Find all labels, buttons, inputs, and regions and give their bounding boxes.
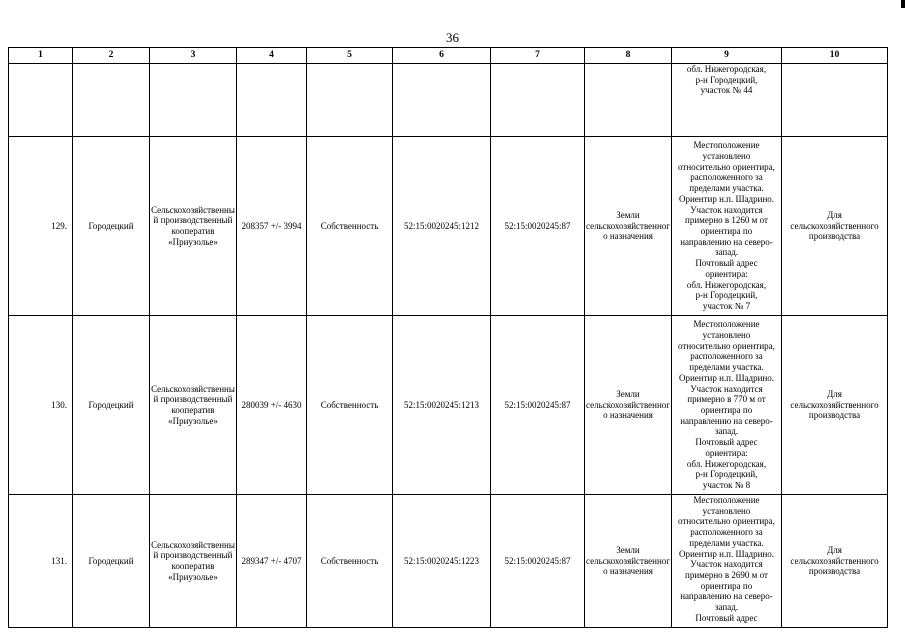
col-header-1: 1 <box>9 48 73 64</box>
col-header-2: 2 <box>73 48 150 64</box>
cell-category: Земли сельскохозяйственного назначения <box>585 316 672 495</box>
land-plots-table <box>8 47 888 628</box>
page-number: 36 <box>446 30 459 45</box>
col-header-3: 3 <box>150 48 237 64</box>
cell-area: 280039 +/- 4630 <box>237 316 307 495</box>
table-row <box>9 495 888 628</box>
cell-right: Собственность <box>307 316 393 495</box>
table-row <box>9 137 888 316</box>
table-row-continued <box>9 64 888 137</box>
cell-usage: Для сельскохозяйственного производства <box>782 495 888 628</box>
cell-owner: Сельскохозяйственный производственный кооператив «Приузолье» <box>150 316 237 495</box>
cell-cadastral-number: 52:15:0020245:1213 <box>393 316 491 495</box>
cell-parent-cadastral-number: 52:15:0020245:87 <box>491 137 585 316</box>
cell-right: Собственность <box>307 137 393 316</box>
cell-number: 129. <box>9 137 73 316</box>
cell-location: Местоположение установлено относительно ориентира, расположенного за пределами участка. Ориентир н.п. Шадрино. Участок находится примерно в 770 м от ориентира по направлению на северо- запад. Почтовый адрес ориентира: обл. Нижегородская, р-н Городецкий, участок № 8 <box>672 316 782 495</box>
col-header-8: 8 <box>585 48 672 64</box>
cell-location: обл. Нижегородская, р-н Городецкий, участок № 44 <box>672 64 782 137</box>
table-row <box>9 316 888 495</box>
cell-category: Земли сельскохозяйственного назначения <box>585 137 672 316</box>
cell-area: 289347 +/- 4707 <box>237 495 307 628</box>
cell-district: Городецкий <box>73 316 150 495</box>
cell-parent-cadastral-number: 52:15:0020245:87 <box>491 316 585 495</box>
cell-usage: Для сельскохозяйственного производства <box>782 316 888 495</box>
col-header-5: 5 <box>307 48 393 64</box>
col-header-9: 9 <box>672 48 782 64</box>
cell-parent-cadastral-number: 52:15:0020245:87 <box>491 495 585 628</box>
col-header-4: 4 <box>237 48 307 64</box>
cell-category: Земли сельскохозяйственного назначения <box>585 495 672 628</box>
cell-usage: Для сельскохозяйственного производства <box>782 137 888 316</box>
col-header-6: 6 <box>393 48 491 64</box>
cell-cadastral-number: 52:15:0020245:1223 <box>393 495 491 628</box>
cell-location: Местоположение установлено относительно ориентира, расположенного за пределами участка. Ориентир н.п. Шадрино. Участок находится примерно в 2690 м от ориентира по направлению на северо- запад. Почтовый адрес <box>672 495 782 628</box>
col-header-10: 10 <box>782 48 888 64</box>
cell-number: 131. <box>9 495 73 628</box>
cell-number: 130. <box>9 316 73 495</box>
cell-right: Собственность <box>307 495 393 628</box>
cell-owner: Сельскохозяйственный производственный кооператив «Приузолье» <box>150 137 237 316</box>
col-header-7: 7 <box>491 48 585 64</box>
cell-district: Городецкий <box>73 137 150 316</box>
corner-mark <box>901 0 905 8</box>
cell-owner: Сельскохозяйственный производственный кооператив «Приузолье» <box>150 495 237 628</box>
cell-area: 208357 +/- 3994 <box>237 137 307 316</box>
cell-location: Местоположение установлено относительно ориентира, расположенного за пределами участка. Ориентир н.п. Шадрино. Участок находится примерно в 1260 м от ориентира по направлению на северо- запад. Почтовый адрес ориентира: обл. Нижегородская, р-н Городецкий, участок № 7 <box>672 137 782 316</box>
cell-district: Городецкий <box>73 495 150 628</box>
cell-cadastral-number: 52:15:0020245:1212 <box>393 137 491 316</box>
header-row <box>9 48 888 64</box>
